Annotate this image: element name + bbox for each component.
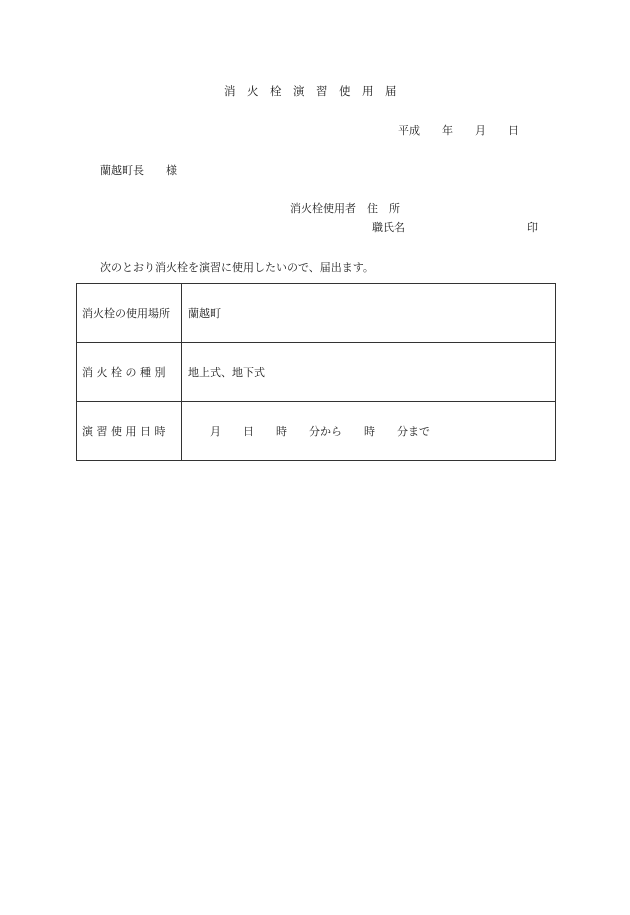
application-form-table: [76, 283, 556, 461]
table-row: [77, 402, 556, 461]
applicant-address-line: 消火栓使用者 住 所: [290, 202, 400, 215]
seal-mark: 印: [527, 221, 538, 234]
hydrant-type-label: 消 火 栓 の 種 別: [77, 343, 182, 402]
usage-datetime-value: 月 日 時 分から 時 分まで: [182, 402, 556, 461]
applicant-name-label: 職氏名: [372, 221, 405, 234]
document-title: 消 火 栓 演 習 使 用 届: [224, 84, 397, 98]
table-row: [77, 284, 556, 343]
usage-datetime-label: 演 習 使 用 日 時: [77, 402, 182, 461]
table-row: [77, 343, 556, 402]
location-label: 消火栓の使用場所: [77, 284, 182, 343]
location-value: 蘭越町: [182, 284, 556, 343]
intro-text: 次のとおり消火栓を演習に使用したいので、届出ます。: [100, 261, 374, 274]
hydrant-type-value: 地上式、地下式: [182, 343, 556, 402]
date-line: 平成 年 月 日: [398, 124, 519, 137]
addressee: 蘭越町長 様: [100, 164, 177, 177]
